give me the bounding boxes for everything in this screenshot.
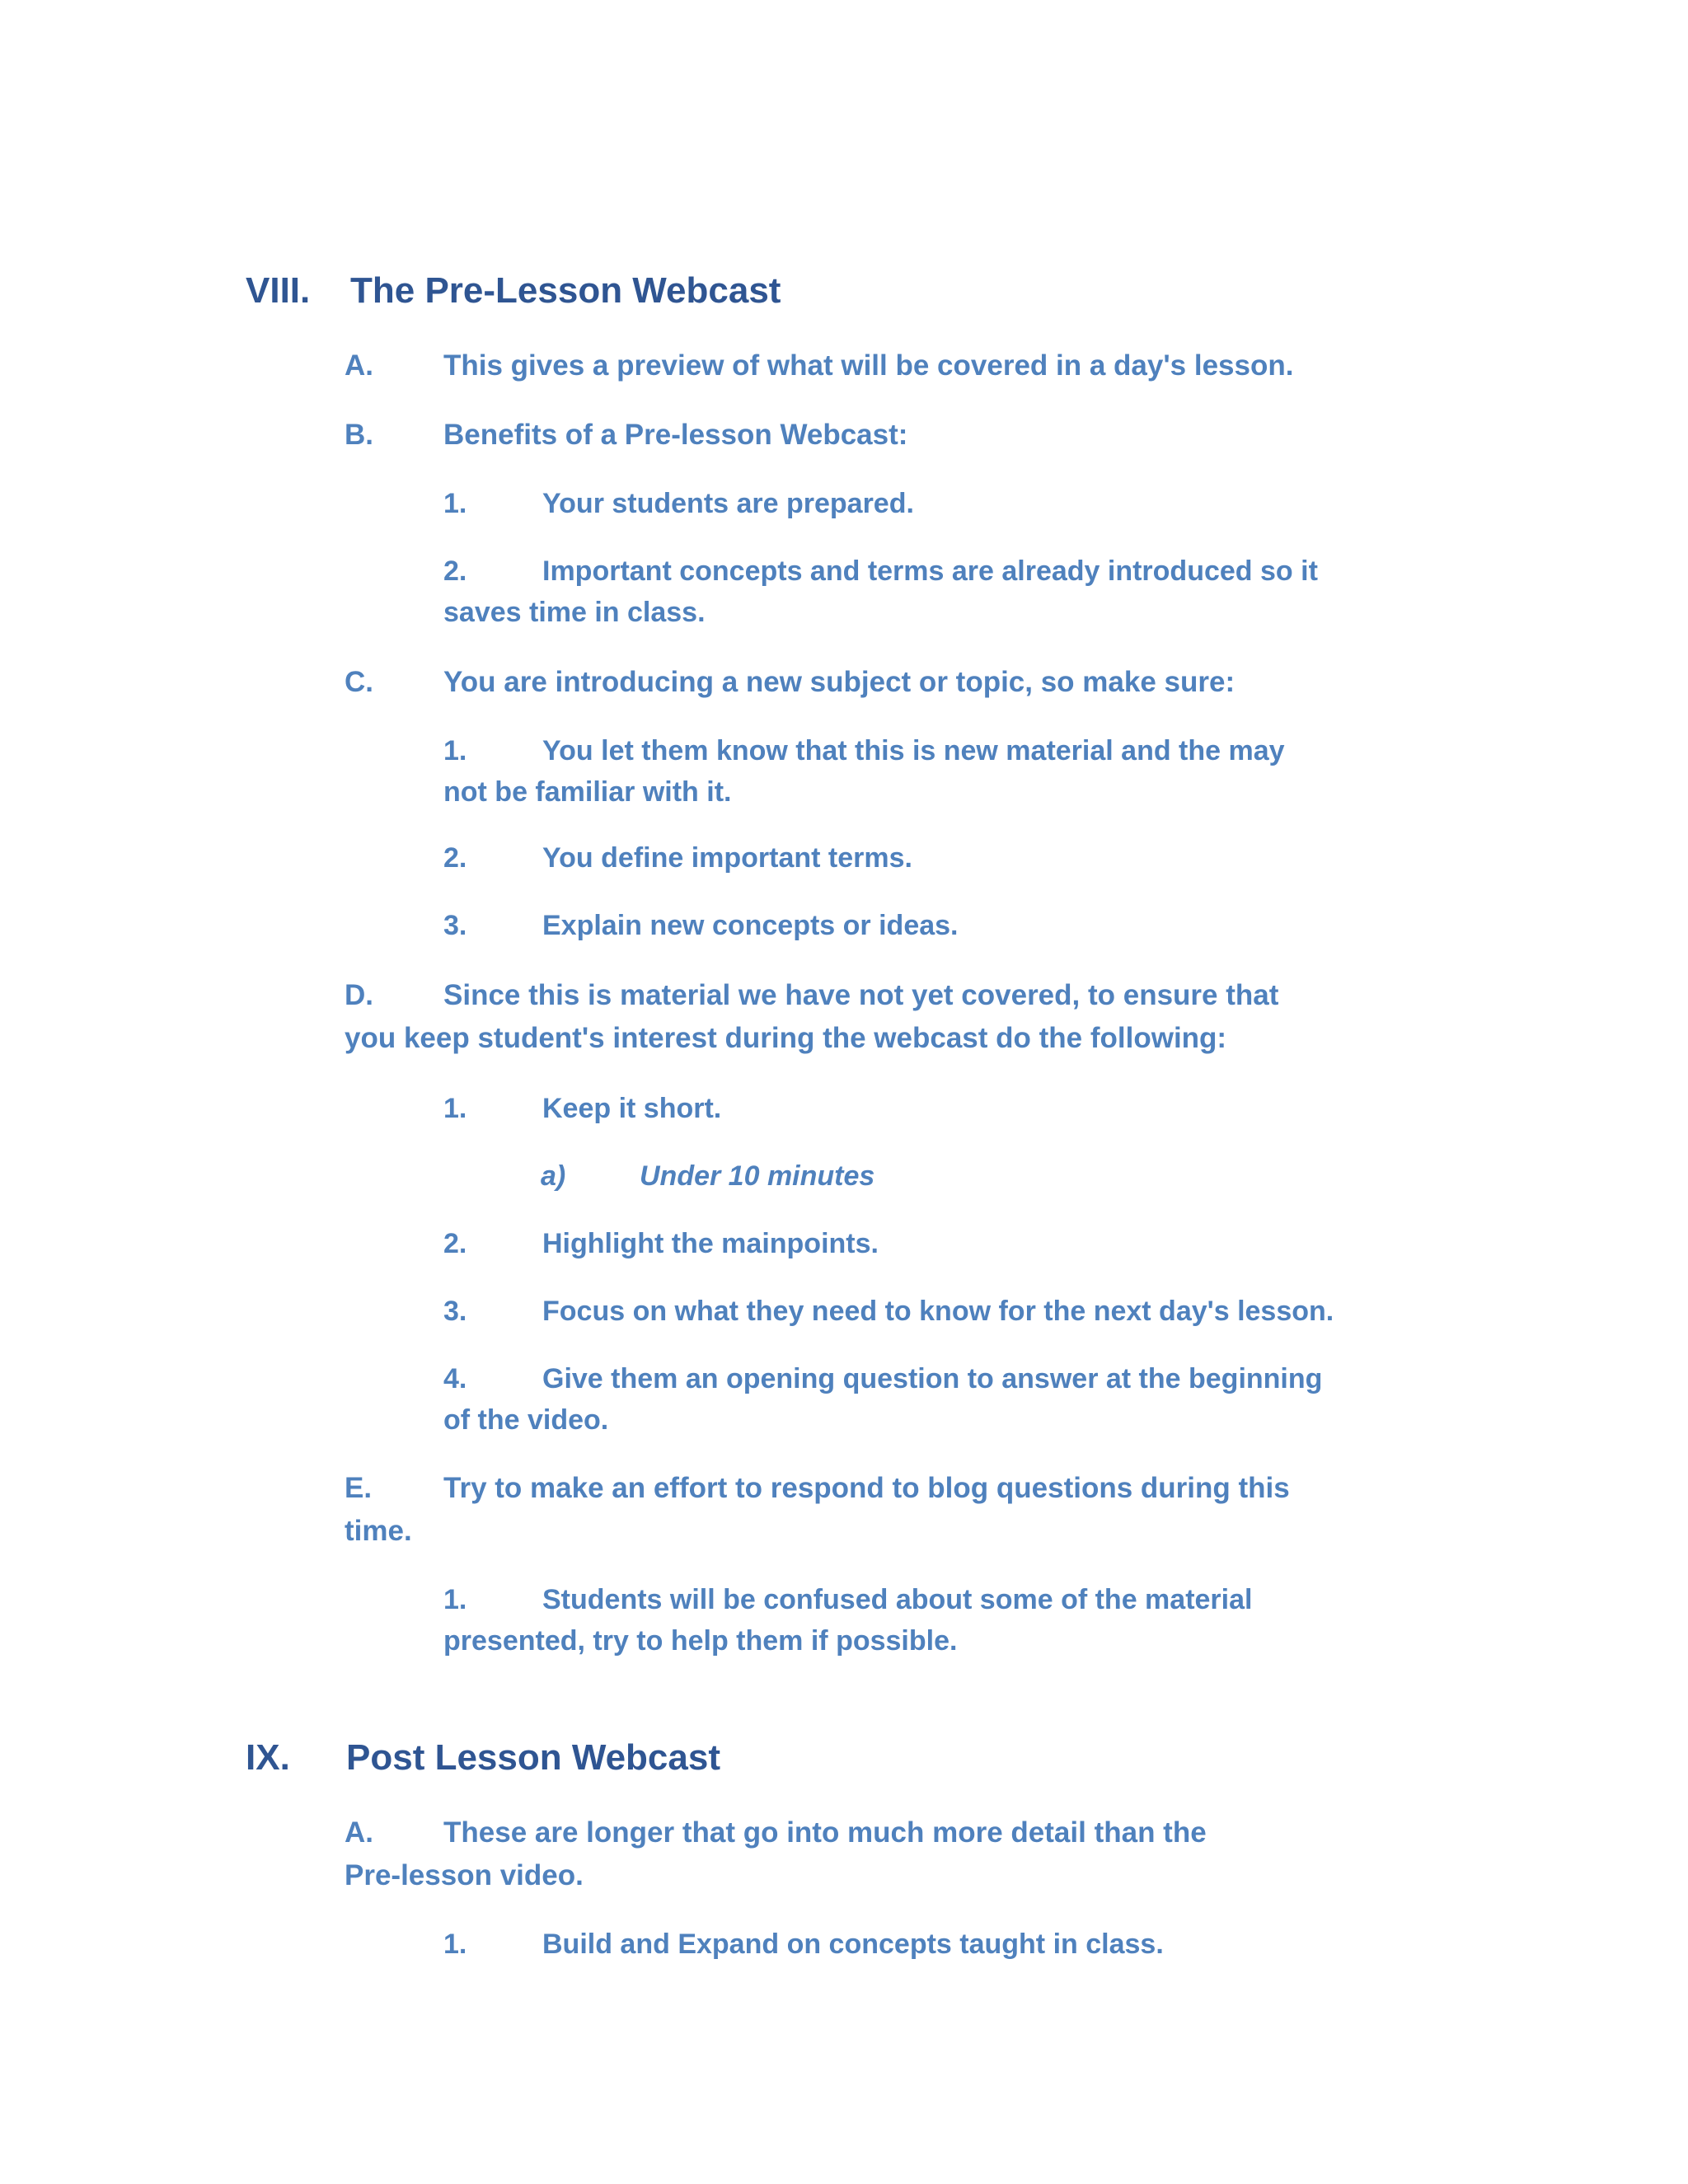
subitem-marker: 1. <box>443 1093 467 1124</box>
subitem-text: Students will be confused about some of the material <box>542 1584 1253 1615</box>
subitem-marker: 2. <box>443 1228 467 1259</box>
item-marker: D. <box>345 979 373 1011</box>
item-continuation: you keep student's interest during the webcast do the following: <box>345 1022 1227 1054</box>
item-text: Since this is material we have not yet covered, to ensure that <box>443 979 1279 1011</box>
subitem-marker: 3. <box>443 1296 467 1327</box>
subitem-text: Keep it short. <box>542 1093 722 1124</box>
subitem-marker: 2. <box>443 842 467 874</box>
subitem-continuation: not be familiar with it. <box>443 776 732 808</box>
section-numeral: VIII. <box>246 270 311 311</box>
subitem-marker: 1. <box>443 735 467 766</box>
item-text: These are longer that go into much more detail than the <box>443 1816 1207 1849</box>
subitem-marker: 4. <box>443 1363 467 1394</box>
subsubitem-marker: a) <box>541 1160 566 1192</box>
section-title: The Pre-Lesson Webcast <box>350 270 781 311</box>
item-marker: A. <box>345 349 373 382</box>
item-text: This gives a preview of what will be covered in a day's lesson. <box>443 349 1294 382</box>
item-marker: A. <box>345 1816 373 1849</box>
subitem-marker: 2. <box>443 555 467 587</box>
item-continuation: Pre-lesson video. <box>345 1859 584 1891</box>
subitem-marker: 3. <box>443 910 467 941</box>
subitem-text: Your students are prepared. <box>542 488 914 519</box>
subitem-marker: 1. <box>443 488 467 519</box>
section-numeral: IX. <box>246 1737 290 1778</box>
section-title: Post Lesson Webcast <box>346 1737 720 1778</box>
item-marker: C. <box>345 666 373 698</box>
subitem-text: Explain new concepts or ideas. <box>542 910 959 941</box>
subitem-continuation: presented, try to help them if possible. <box>443 1625 958 1657</box>
item-text: Benefits of a Pre-lesson Webcast: <box>443 419 908 451</box>
item-marker: B. <box>345 419 373 451</box>
subsubitem-text: Under 10 minutes <box>640 1160 875 1192</box>
subitem-text: You let them know that this is new material and the may <box>542 735 1285 766</box>
subitem-continuation: of the video. <box>443 1404 609 1436</box>
subitem-text: Give them an opening question to answer at the beginning <box>542 1363 1323 1394</box>
item-text: Try to make an effort to respond to blog questions during this <box>443 1472 1290 1504</box>
item-marker: E. <box>345 1472 373 1504</box>
subitem-marker: 1. <box>443 1929 467 1960</box>
subitem-text: Build and Expand on concepts taught in class. <box>542 1929 1164 1960</box>
item-continuation: time. <box>345 1515 412 1547</box>
subitem-text: Focus on what they need to know for the next day's lesson. <box>542 1296 1334 1327</box>
subitem-text: You define important terms. <box>542 842 912 874</box>
item-text: You are introducing a new subject or topic, so make sure: <box>443 666 1236 698</box>
subitem-text: Important concepts and terms are already introduced so it <box>542 555 1318 587</box>
subitem-continuation: saves time in class. <box>443 597 706 628</box>
subitem-text: Highlight the mainpoints. <box>542 1228 879 1259</box>
subitem-marker: 1. <box>443 1584 467 1615</box>
